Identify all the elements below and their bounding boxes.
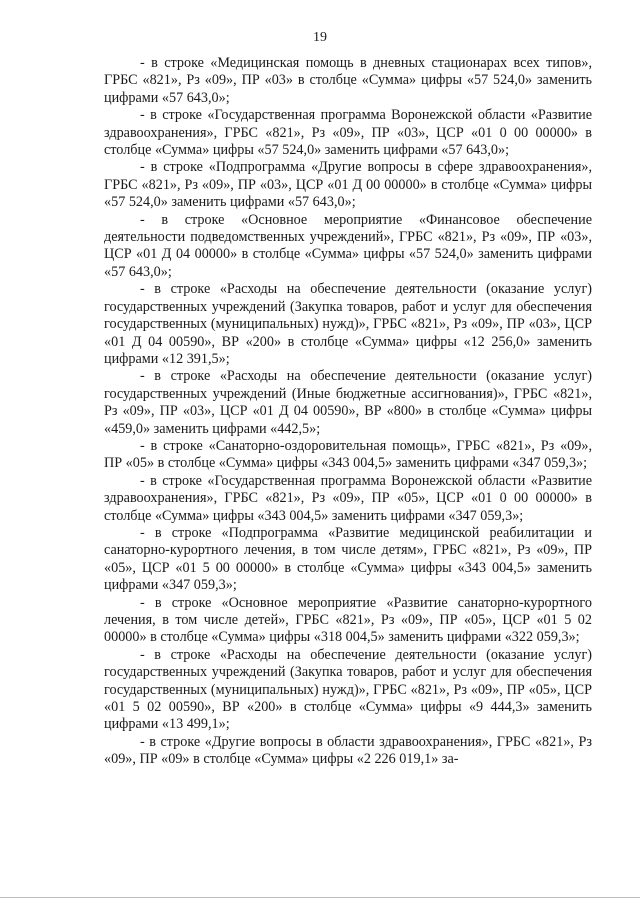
paragraph: - в строке «Государственная программа Воронежской области «Развитие здравоохранения», ГРБС «821», Рз «09», ПР «05», ЦСР «01 0 00 00000» в столбце «Сумма» цифры «343 004,5» заменить цифрами «347 059,3»;	[104, 472, 592, 524]
page-number: 19	[313, 30, 327, 45]
paragraph: - в строке «Основное мероприятие «Финансовое обеспечение деятельности подведомственных учреждений», ГРБС «821», Рз «09», ПР «03», ЦСР «01 Д 04 00000» в столбце «Сумма» цифры «57 524,0» заменить цифрами «57 643,0»;	[104, 211, 592, 280]
paragraph: - в строке «Основное мероприятие «Развитие санаторно-курортного лечения, в том числе детей», ГРБС «821», Рз «09», ПР «05», ЦСР «01 5 02 00000» в столбце «Сумма» цифры «318 004,5» заменить цифрами «322 059,3»;	[104, 594, 592, 646]
page-bottom-edge	[0, 897, 640, 898]
paragraph: - в строке «Подпрограмма «Другие вопросы в сфере здравоохранения», ГРБС «821», Рз «09», ПР «03», ЦСР «01 Д 00 00000» в столбце «Сумма» цифры «57 524,0» заменить цифрами «57 643,0»;	[104, 159, 592, 211]
paragraph: - в строке «Расходы на обеспечение деятельности (оказание услуг) государственных учреждений (Закупка товаров, работ и услуг для обеспечения государственных (муниципальных) нужд)», ГРБС «821», Рз «09», ПР «05», ЦСР «01 5 02 00590», ВР «200» в столбце «Сумма» цифры «9 444,3» заменить цифрами «13 499,1»;	[104, 646, 592, 733]
paragraph: - в строке «Другие вопросы в области здравоохранения», ГРБС «821», Рз «09», ПР «09» в столбце «Сумма» цифры «2 226 019,1» за-	[104, 733, 592, 768]
paragraph: - в строке «Подпрограмма «Развитие медицинской реабилитации и санаторно-курортного лечения, в том числе детям», ГРБС «821», Рз «09», ПР «05», ЦСР «01 5 00 00000» в столбце «Сумма» цифры «343 004,5» заменить цифрами «347 059,3»;	[104, 524, 592, 594]
paragraph: - в строке «Расходы на обеспечение деятельности (оказание услуг) государственных учреждений (Закупка товаров, работ и услуг для обеспечения государственных (муниципальных) нужд)», ГРБС «821», Рз «09», ПР «03», ЦСР «01 Д 04 00590», ВР «200» в столбце «Сумма» цифры «12 256,0» заменить цифрами «12 391,5»;	[104, 281, 592, 367]
document-body	[104, 55, 592, 769]
paragraph: - в строке «Медицинская помощь в дневных стационарах всех типов», ГРБС «821», Рз «09», ПР «03» в столбце «Сумма» цифры «57 524,0» заменить цифрами «57 643,0»;	[104, 55, 592, 106]
paragraph: - в строке «Государственная программа Воронежской области «Развитие здравоохранения», ГРБС «821», Рз «09», ПР «03», ЦСР «01 0 00 00000» в столбце «Сумма» цифры «57 524,0» заменить цифрами «57 643,0»;	[104, 107, 592, 159]
paragraph: - в строке «Санаторно-оздоровительная помощь», ГРБС «821», Рз «09», ПР «05» в столбце «Сумма» цифры «343 004,5» заменить цифрами «347 059,3»;	[104, 437, 592, 472]
paragraph: - в строке «Расходы на обеспечение деятельности (оказание услуг) государственных учреждений (Иные бюджетные ассигнования)», ГРБС «821», Рз «09», ПР «03», ЦСР «01 Д 04 00590», ВР «800» в столбце «Сумма» цифры «459,0» заменить цифрами «442,5»;	[104, 368, 592, 437]
